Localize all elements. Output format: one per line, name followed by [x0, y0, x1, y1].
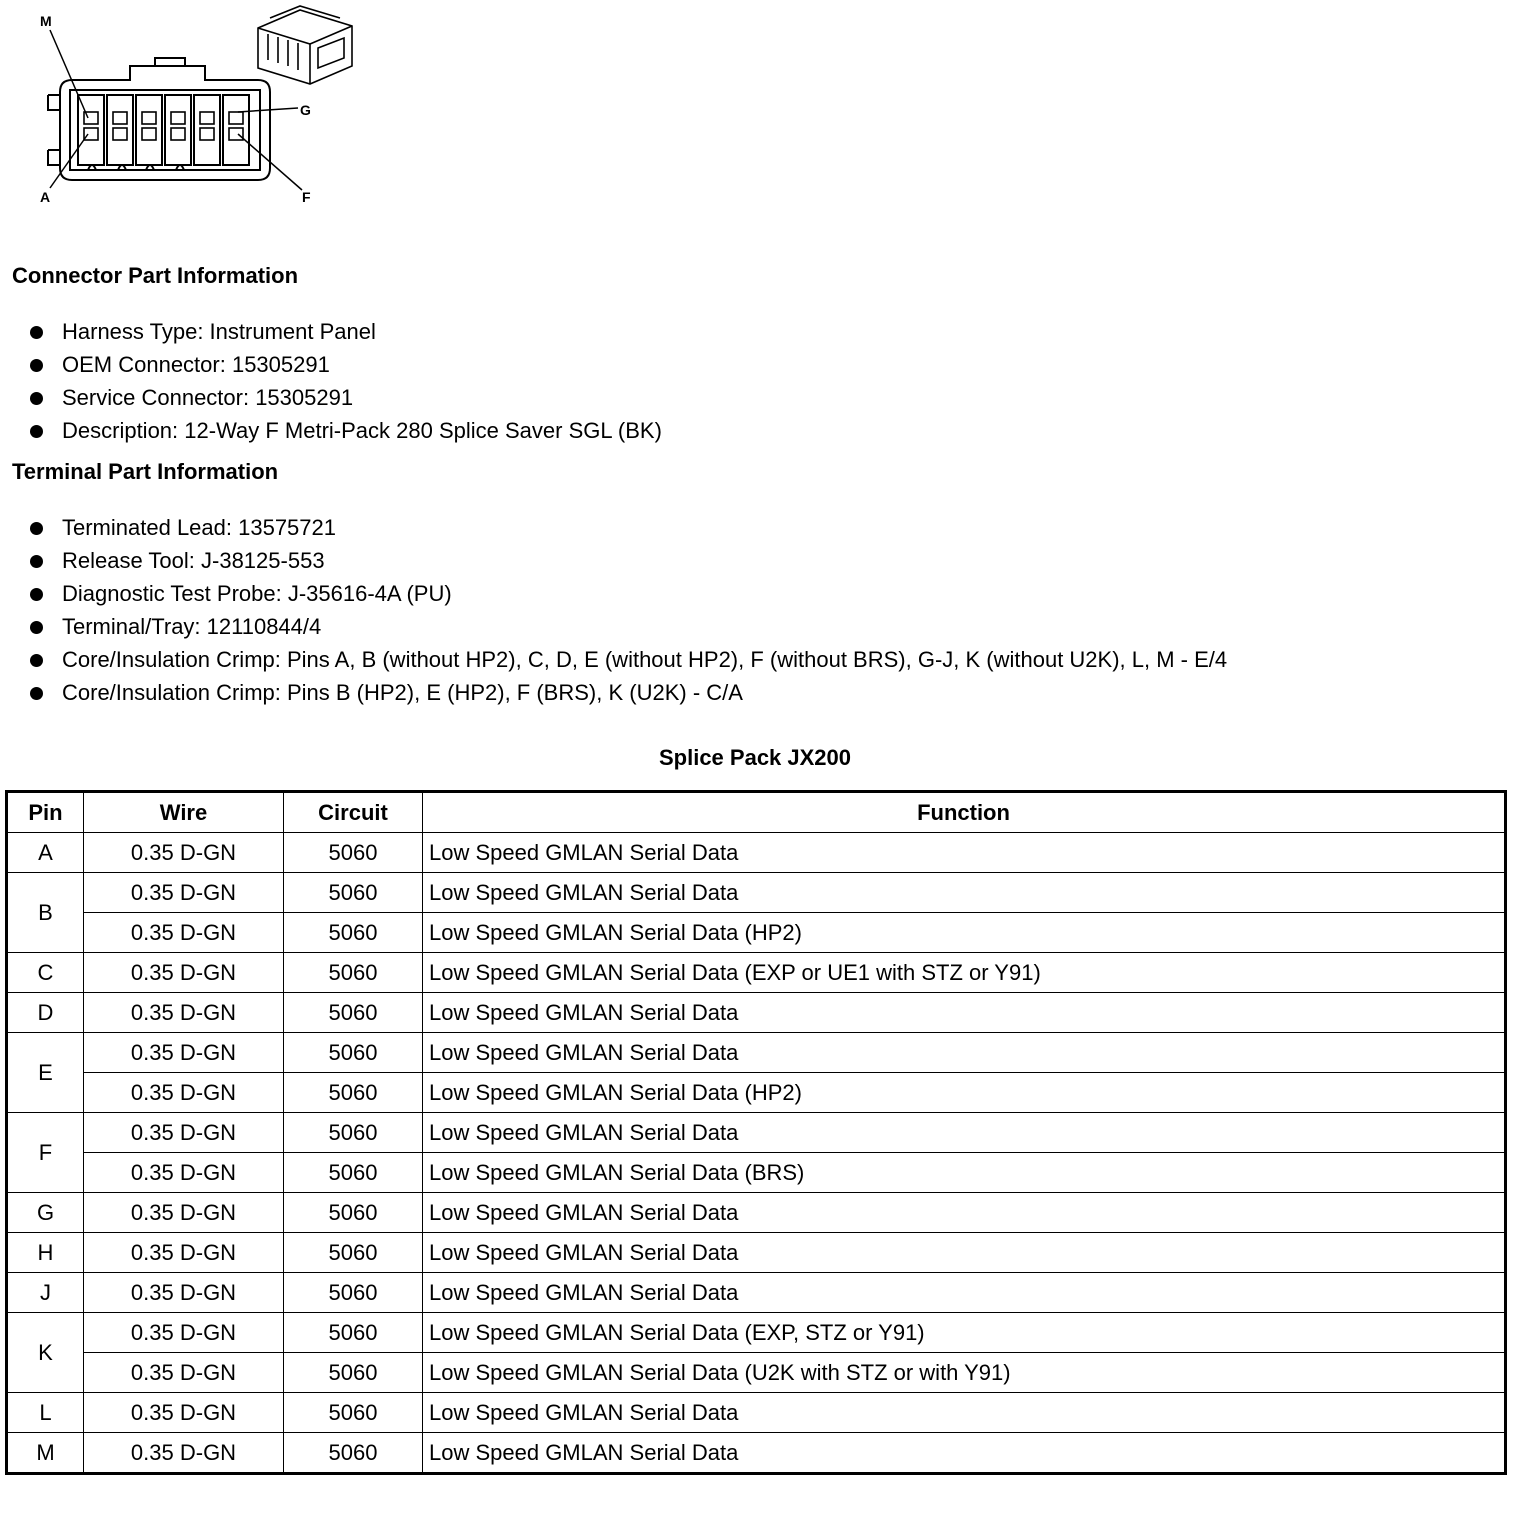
function-cell: Low Speed GMLAN Serial Data	[423, 1113, 1506, 1153]
wire-cell: 0.35 D-GN	[84, 953, 284, 993]
pin-label-f: F	[302, 189, 311, 205]
list-item: OEM Connector: 15305291	[30, 348, 662, 381]
wire-cell: 0.35 D-GN	[84, 913, 284, 953]
table-row	[7, 1033, 1506, 1073]
pin-cell: M	[7, 1433, 84, 1474]
function-cell: Low Speed GMLAN Serial Data	[423, 1193, 1506, 1233]
circuit-cell: 5060	[284, 1313, 423, 1353]
circuit-cell: 5060	[284, 1153, 423, 1193]
wire-cell: 0.35 D-GN	[84, 1353, 284, 1393]
terminal-info-list	[30, 511, 1227, 709]
wire-cell: 0.35 D-GN	[84, 1313, 284, 1353]
table-row	[7, 1433, 1506, 1474]
table-row	[7, 913, 1506, 953]
pin-cell: K	[7, 1313, 84, 1393]
pin-cell: L	[7, 1393, 84, 1433]
circuit-cell: 5060	[284, 1433, 423, 1474]
table-title: Splice Pack JX200	[658, 745, 852, 770]
wire-cell: 0.35 D-GN	[84, 1433, 284, 1474]
pin-cell: C	[7, 953, 84, 993]
list-item: Core/Insulation Crimp: Pins B (HP2), E (HP2), F (BRS), K (U2K) - C/A	[30, 676, 1227, 709]
circuit-cell: 5060	[284, 1073, 423, 1113]
pin-table-body	[7, 833, 1506, 1474]
wire-cell: 0.35 D-GN	[84, 1033, 284, 1073]
pin-cell: G	[7, 1193, 84, 1233]
pin-cell: E	[7, 1033, 84, 1113]
table-row	[7, 1113, 1506, 1153]
table-row	[7, 953, 1506, 993]
header-pin: Pin	[7, 792, 84, 833]
circuit-cell: 5060	[284, 1393, 423, 1433]
table-row	[7, 833, 1506, 873]
function-cell: Low Speed GMLAN Serial Data	[423, 1433, 1506, 1474]
function-cell: Low Speed GMLAN Serial Data (EXP, STZ or Y91)	[423, 1313, 1506, 1353]
function-cell: Low Speed GMLAN Serial Data (HP2)	[423, 913, 1506, 953]
table-row	[7, 1313, 1506, 1353]
header-function: Function	[423, 792, 1506, 833]
function-cell: Low Speed GMLAN Serial Data (EXP or UE1 with STZ or Y91)	[423, 953, 1506, 993]
list-item: Core/Insulation Crimp: Pins A, B (without HP2), C, D, E (without HP2), F (without BRS), G-J, K (without U2K), L, M - E/4	[30, 643, 1227, 676]
pin-cell: B	[7, 873, 84, 953]
wire-cell: 0.35 D-GN	[84, 1073, 284, 1113]
connector-diagram	[0, 0, 420, 230]
circuit-cell: 5060	[284, 993, 423, 1033]
pin-cell: H	[7, 1233, 84, 1273]
table-row	[7, 1153, 1506, 1193]
circuit-cell: 5060	[284, 1033, 423, 1073]
circuit-cell: 5060	[284, 953, 423, 993]
header-circuit: Circuit	[284, 792, 423, 833]
function-cell: Low Speed GMLAN Serial Data	[423, 873, 1506, 913]
pin-label-a: A	[40, 189, 51, 205]
circuit-cell: 5060	[284, 1113, 423, 1153]
wire-cell: 0.35 D-GN	[84, 833, 284, 873]
circuit-cell: 5060	[284, 913, 423, 953]
table-row	[7, 1073, 1506, 1113]
pin-table	[5, 790, 1507, 1475]
wire-cell: 0.35 D-GN	[84, 1193, 284, 1233]
wire-cell: 0.35 D-GN	[84, 1393, 284, 1433]
pin-label-m: M	[40, 13, 52, 29]
table-row	[7, 873, 1506, 913]
list-item: Terminated Lead: 13575721	[30, 511, 1227, 544]
wire-cell: 0.35 D-GN	[84, 1153, 284, 1193]
function-cell: Low Speed GMLAN Serial Data	[423, 1233, 1506, 1273]
circuit-cell: 5060	[284, 1193, 423, 1233]
function-cell: Low Speed GMLAN Serial Data (U2K with STZ or with Y91)	[423, 1353, 1506, 1393]
table-row	[7, 993, 1506, 1033]
connector-info-list	[30, 315, 662, 447]
header-wire: Wire	[84, 792, 284, 833]
pin-label-g: G	[300, 102, 311, 118]
wire-cell: 0.35 D-GN	[84, 1113, 284, 1153]
table-row	[7, 1353, 1506, 1393]
connector-iso-icon	[258, 6, 352, 84]
wire-cell: 0.35 D-GN	[84, 1273, 284, 1313]
function-cell: Low Speed GMLAN Serial Data (BRS)	[423, 1153, 1506, 1193]
terminal-heading: Terminal Part Information	[12, 459, 279, 484]
function-cell: Low Speed GMLAN Serial Data (HP2)	[423, 1073, 1506, 1113]
pin-cell: A	[7, 833, 84, 873]
list-item: Diagnostic Test Probe: J-35616-4A (PU)	[30, 577, 1227, 610]
list-item: Harness Type: Instrument Panel	[30, 315, 662, 348]
table-header-row	[7, 792, 1506, 833]
terminal-cavities	[78, 95, 249, 165]
table-row	[7, 1273, 1506, 1313]
pin-cell: D	[7, 993, 84, 1033]
circuit-cell: 5060	[284, 1353, 423, 1393]
function-cell: Low Speed GMLAN Serial Data	[423, 833, 1506, 873]
list-item: Terminal/Tray: 12110844/4	[30, 610, 1227, 643]
circuit-cell: 5060	[284, 1273, 423, 1313]
pin-cell: F	[7, 1113, 84, 1193]
wire-cell: 0.35 D-GN	[84, 1233, 284, 1273]
table-row	[7, 1233, 1506, 1273]
table-row	[7, 1193, 1506, 1233]
wire-cell: 0.35 D-GN	[84, 993, 284, 1033]
function-cell: Low Speed GMLAN Serial Data	[423, 993, 1506, 1033]
function-cell: Low Speed GMLAN Serial Data	[423, 1393, 1506, 1433]
function-cell: Low Speed GMLAN Serial Data	[423, 1273, 1506, 1313]
list-item: Description: 12-Way F Metri-Pack 280 Splice Saver SGL (BK)	[30, 414, 662, 447]
circuit-cell: 5060	[284, 833, 423, 873]
function-cell: Low Speed GMLAN Serial Data	[423, 1033, 1506, 1073]
list-item: Service Connector: 15305291	[30, 381, 662, 414]
list-item: Release Tool: J-38125-553	[30, 544, 1227, 577]
pin-cell: J	[7, 1273, 84, 1313]
table-row	[7, 1393, 1506, 1433]
connector-latch	[155, 58, 185, 66]
wire-cell: 0.35 D-GN	[84, 873, 284, 913]
connector-heading: Connector Part Information	[12, 263, 299, 288]
circuit-cell: 5060	[284, 1233, 423, 1273]
circuit-cell: 5060	[284, 873, 423, 913]
